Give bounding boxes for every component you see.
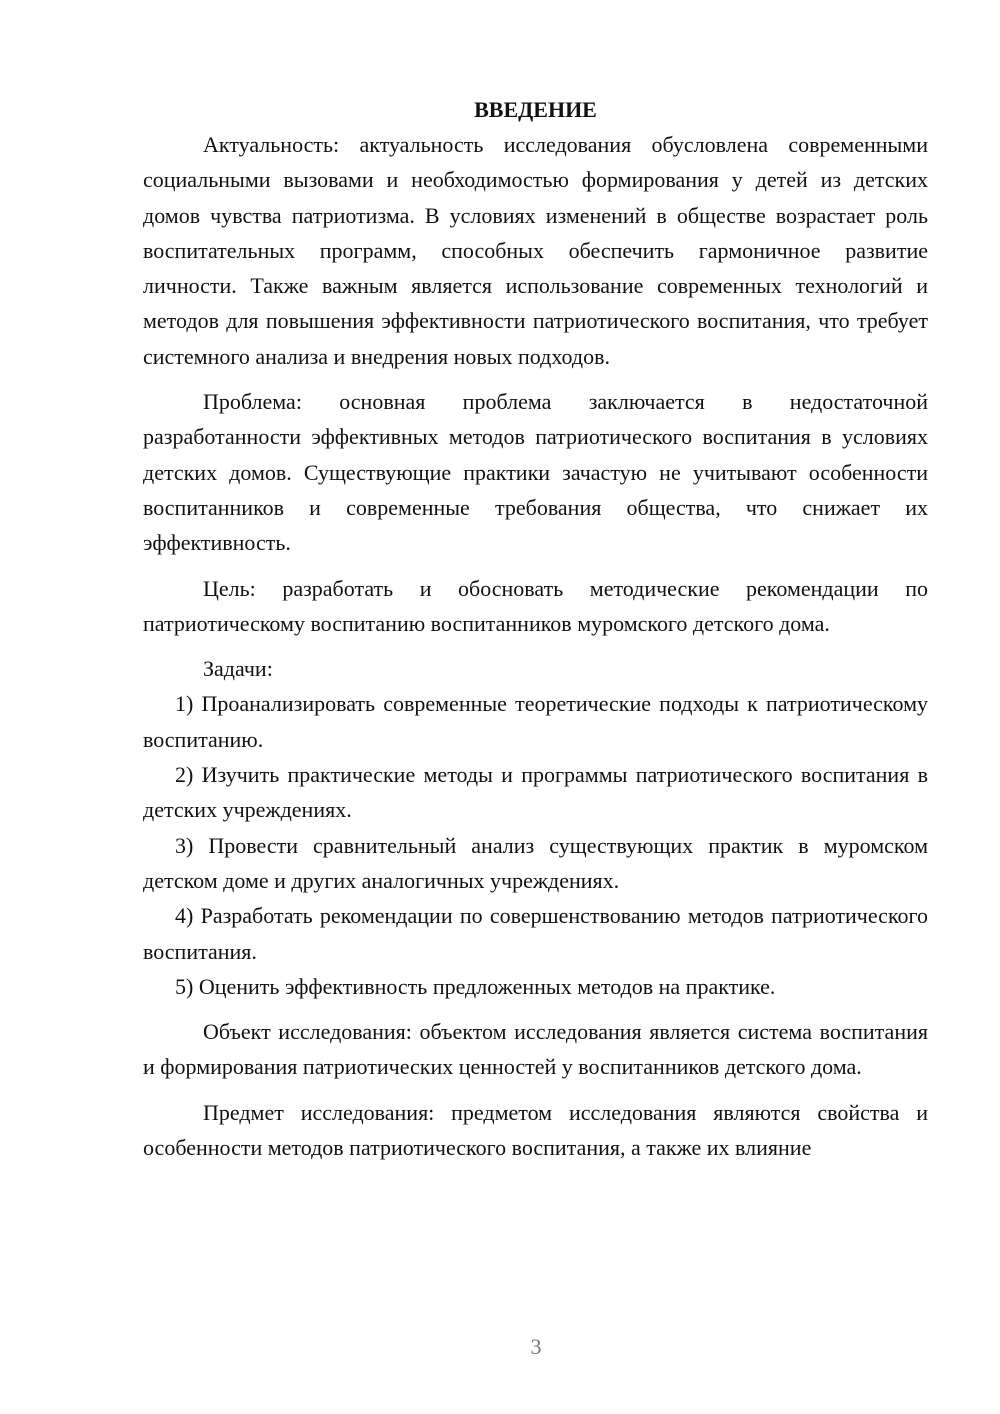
task-item-4: 4) Разработать рекомендации по совершенствованию методов патриотического воспитания. bbox=[143, 903, 928, 964]
task-item-1: 1) Проанализировать современные теоретические подходы к патриотическому воспитанию. bbox=[143, 691, 928, 752]
tasks-label: Задачи: bbox=[203, 656, 273, 682]
task-item-3: 3) Провести сравнительный анализ существующих практик в муромском детском доме и других аналогичных учреждениях. bbox=[143, 832, 928, 893]
paragraph-subject: Предмет исследования: предметом исследования являются свойства и особенности методов патриотического воспитания, а также их влияние bbox=[143, 1099, 928, 1161]
page-number: 3 bbox=[530, 1334, 542, 1359]
task-item-5: 5) Оценить эффективность предложенных методов на практике. bbox=[175, 973, 776, 999]
page-content bbox=[143, 92, 928, 1165]
paragraph-object: Объект исследования: объектом исследования является система воспитания и формирования патриотических ценностей у воспитанников детского дома. bbox=[143, 1019, 928, 1080]
section-heading: ВВЕДЕНИЕ bbox=[474, 97, 597, 122]
task-item-2: 2) Изучить практические методы и программы патриотического воспитания в детских учреждениях. bbox=[143, 762, 928, 823]
paragraph-relevance: Актуальность: актуальность исследования обусловлена современными социальными вызовами и необходимостью формирования у детей из детских домов чувства патриотизма. В условиях изменений в обществе возрастает роль воспитательных программ, способных обеспечить гармоничное развитие личности. Также важным является использование современных технологий и методов для повышения эффективности патриотического воспитания, что требует системного анализа и внедрения новых подходов. bbox=[143, 132, 928, 369]
paragraph-goal: Цель: разработать и обосновать методические рекомендации по патриотическому воспитанию воспитанников муромского детского дома. bbox=[143, 575, 928, 636]
paragraph-problem: Проблема: основная проблема заключается в недостаточной разработанности эффективных методов патриотического воспитания в условиях детских домов. Существующие практики зачастую не учитывают особенности воспитанников и современные требования общества, что снижает их эффективность. bbox=[143, 389, 928, 556]
